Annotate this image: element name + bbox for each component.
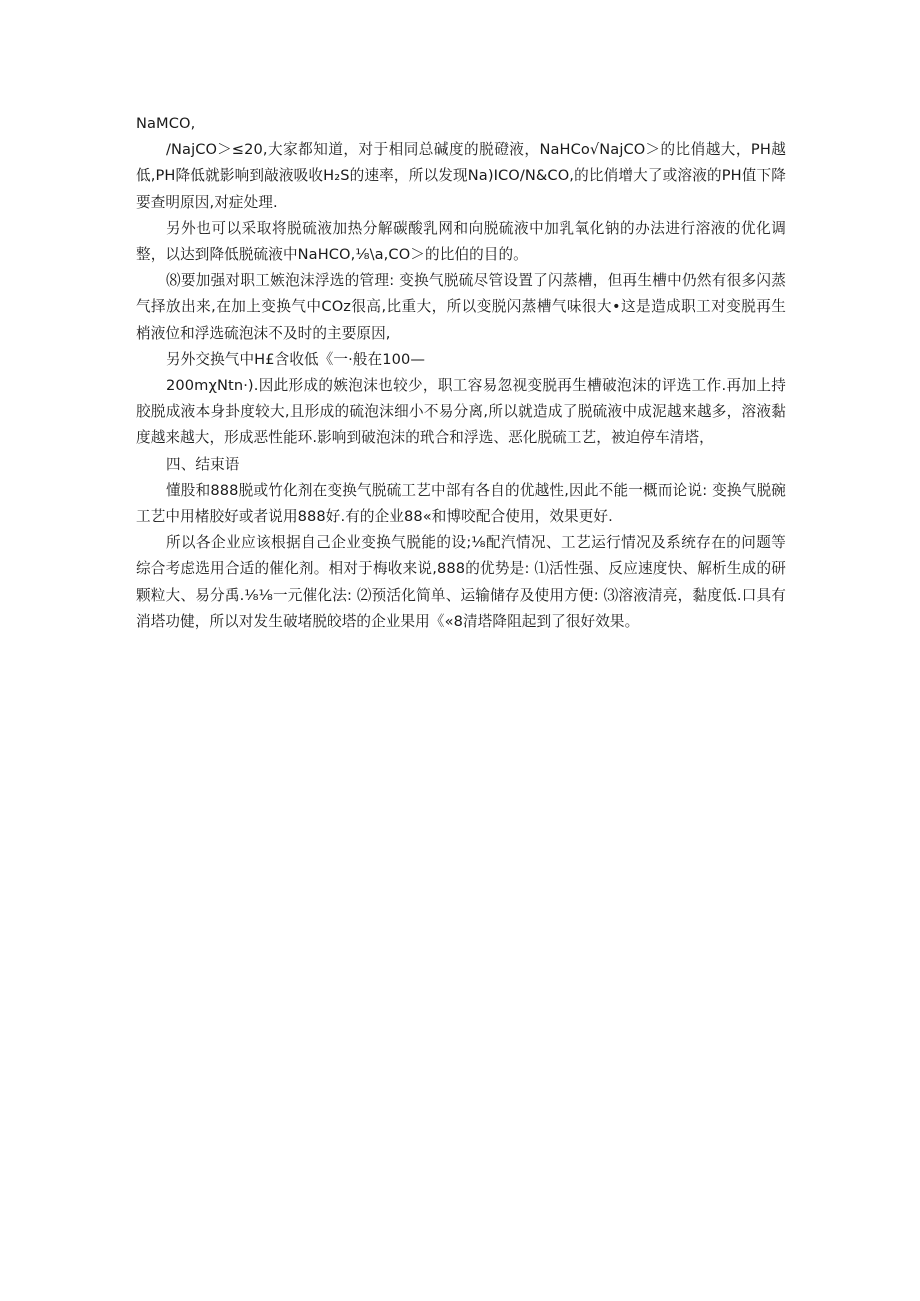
paragraph-3: 另外也可以采取将脱硫液加热分解碳酸乳网和向脱硫液中加乳氧化钠的办法进行溶液的优化调整，以达到降低脱硫液中NaHCO,⅛\a,CO＞的比伯的目的。 [136,219,786,264]
paragraph-4: ⑻要加强对职工嫉泡沫浮选的管理: 变换气脱硫尽管设置了闪蒸槽，但再生槽中仍然有很多闪蒸气择放出来,在加上变换气中COz很高,比重大，所以变脱闪蒸槽气味很大•这是造成职工对变脱再生梢液位和浮选硫泡沫不及时的主要原因, [136,272,786,342]
paragraph-8: 懂股和888脱或竹化剂在变换气脱硫工艺中部有各自的优越性,因此不能一概而论说: 变换气脱碗工艺中用楮胶好或者说用888好.有的企业88«和博咬配合使用，效果更好. [136,481,786,526]
section-heading-conclusion: 四、结束语 [166,455,240,473]
paragraph-5: 另外交换气中H£含收低《一·般在100— [166,350,426,368]
paragraph-2: /NajCO＞≤20,大家都知道，对于相同总碱度的脱磴液，NaHCo√NajCO＞的比俏越大，PH越低,PH降低就影响到敲液吸收H₂S的速率，所以发现Na)ICO/N&CO,的比俏增大了或溶液的PH值下降要查明原因,对症处理. [136,141,786,211]
paragraph-1: NaMCO, [136,115,196,132]
paragraph-9: 所以各企业应该根据自己企业变换气脱能的设;⅛配汽情况、工艺运行情况及系统存在的问题等综合考虑选用合适的催化剂。相对于梅收来说,888的优势是: ⑴活性强、反应速度快、解析生成的研颗粒大、易分禹.⅛⅛一元催化法: ⑵预活化简单、运输储存及使用方便: ⑶溶液清亮，黏度低.口具有消塔功健，所以对发生破堵脱皎塔的企业果用《«8清塔降阻起到了很好效果。 [136,534,786,630]
paragraph-6: 200mχNtn·).因此形成的嫉泡沫也较少，职工容易忽视变脱再生槽破泡沫的评选工作.再加上持胶脱成液本身卦度较大,且形成的硫泡沫细小不易分离,所以就造成了脱硫液中成泥越来越多，溶液黏度越来越大，形成恶性能环.影响到破泡沫的玳合和浮选、恶化脱硫工艺，被迫停车清塔， [136,377,786,447]
document-body [136,111,786,635]
